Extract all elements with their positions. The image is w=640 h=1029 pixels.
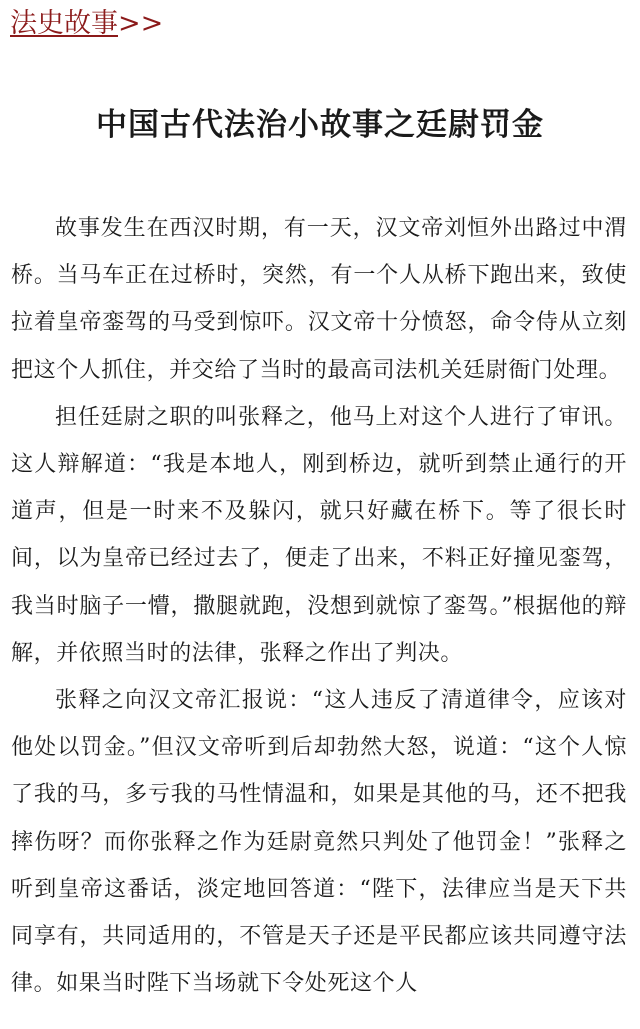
breadcrumb-link-legal-history-stories[interactable]: 法史故事 xyxy=(10,8,118,39)
article-body xyxy=(11,205,627,1007)
article-paragraph: 张释之向汉文帝汇报说：“这人违反了清道律令，应该对他处以罚金。”但汉文帝听到后却勃然大怒，说道：“这个人惊了我的马，多亏我的马性情温和，如果是其他的马，还不把我摔伤呀？而你张释之作为廷尉竟然只判处了他罚金！”张释之听到皇帝这番话，淡定地回答道：“陛下，法律应当是天下共同享有，共同适用的，不管是天子还是平民都应该共同遵守法律。如果当时陛下当场就下令处死这个人 xyxy=(11,688,627,997)
breadcrumb-arrows: >> xyxy=(118,8,164,39)
article-paragraph: 担任廷尉之职的叫张释之，他马上对这个人进行了审讯。这人辩解道：“我是本地人，刚到桥边，就听到禁止通行的开道声，但是一时来不及躲闪，就只好藏在桥下。等了很长时间，以为皇帝已经过去了，便走了出来，不料正好撞见銮驾，我当时脑子一懵，撒腿就跑，没想到就惊了銮驾。”根据他的辩解，并依照当时的法律，张释之作出了判决。 xyxy=(11,404,627,666)
article-title: 中国古代法治小故事之廷尉罚金 xyxy=(96,107,544,143)
article-paragraph: 故事发生在西汉时期，有一天，汉文帝刘恒外出路过中渭桥。当马车正在过桥时，突然，有一个人从桥下跑出来，致使拉着皇帝銮驾的马受到惊吓。汉文帝十分愤怒，命令侍从立刻把这个人抓住，并交给了当时的最高司法机关廷尉衙门处理。 xyxy=(11,216,627,383)
breadcrumb xyxy=(10,4,163,44)
